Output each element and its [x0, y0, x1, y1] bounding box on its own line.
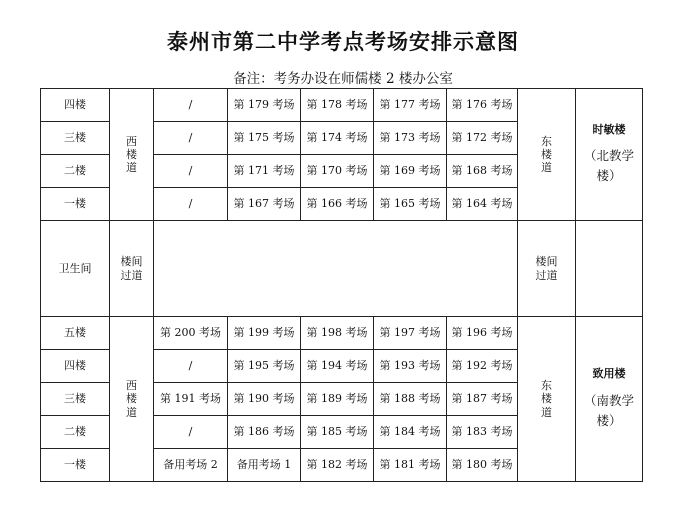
exam-room-cell: 第 188 考场 [374, 383, 447, 416]
exam-room-cell: 第 166 考场 [301, 188, 374, 221]
south-west-corridor: 西 楼 道 [110, 317, 154, 482]
floor-label: 二楼 [41, 416, 110, 449]
exam-room-cell: 第 175 考场 [228, 122, 301, 155]
north-floor-row [41, 89, 643, 122]
floor-label: 三楼 [41, 383, 110, 416]
exam-room-cell: 第 176 考场 [447, 89, 518, 122]
exam-room-cell: 第 184 考场 [374, 416, 447, 449]
exam-room-cell: 第 182 考场 [301, 449, 374, 482]
floor-label: 二楼 [41, 155, 110, 188]
exam-room-cell: 第 187 考场 [447, 383, 518, 416]
floor-label: 一楼 [41, 188, 110, 221]
exam-room-cell: 第 167 考场 [228, 188, 301, 221]
south-building-name [576, 317, 643, 482]
exam-room-cell: 第 194 考场 [301, 350, 374, 383]
exam-room-cell: 第 191 考场 [154, 383, 228, 416]
exam-room-cell: 第 174 考场 [301, 122, 374, 155]
exam-room-cell: / [154, 122, 228, 155]
page-title: 泰州市第二中学考点考场安排示意图 [167, 30, 519, 54]
exam-room-cell: 第 197 考场 [374, 317, 447, 350]
exam-room-cell: 第 195 考场 [228, 350, 301, 383]
exam-room-cell: 第 193 考场 [374, 350, 447, 383]
blank-right-cell [576, 221, 643, 317]
left-passage-cell: 楼间 过道 [110, 221, 154, 317]
restroom-cell: 卫生间 [41, 221, 110, 317]
right-passage-cell: 楼间 过道 [518, 221, 576, 317]
floor-label: 四楼 [41, 350, 110, 383]
north-building-subtitle: （北教学 楼） [583, 148, 634, 184]
exam-room-cell: 第 170 考场 [301, 155, 374, 188]
floor-label: 四楼 [41, 89, 110, 122]
floor-label: 三楼 [41, 122, 110, 155]
exam-room-cell: 第 186 考场 [228, 416, 301, 449]
exam-room-cell: 第 180 考场 [447, 449, 518, 482]
exam-room-cell: 第 189 考场 [301, 383, 374, 416]
exam-room-cell: 第 168 考场 [447, 155, 518, 188]
exam-room-cell: / [154, 188, 228, 221]
exam-room-cell: 第 164 考场 [447, 188, 518, 221]
exam-room-cell: / [154, 350, 228, 383]
exam-room-cell: 备用考场 2 [154, 449, 228, 482]
exam-room-cell: 第 196 考场 [447, 317, 518, 350]
north-east-corridor: 东 楼 道 [518, 89, 576, 221]
exam-room-cell: 第 178 考场 [301, 89, 374, 122]
exam-room-cell: / [154, 89, 228, 122]
exam-room-cell: 备用考场 1 [228, 449, 301, 482]
middle-passage-section [41, 221, 643, 317]
exam-room-cell: 第 177 考场 [374, 89, 447, 122]
north-building-name [576, 89, 643, 221]
exam-room-cell: 第 169 考场 [374, 155, 447, 188]
south-building-title: 致用楼 [592, 367, 626, 381]
south-east-corridor: 东 楼 道 [518, 317, 576, 482]
exam-room-cell: 第 165 考场 [374, 188, 447, 221]
exam-room-cell: 第 192 考场 [447, 350, 518, 383]
floor-label: 五楼 [41, 317, 110, 350]
floor-label: 一楼 [41, 449, 110, 482]
exam-room-cell: / [154, 416, 228, 449]
south-building-subtitle: （南教学 楼） [583, 392, 634, 428]
office-note: 备注：考务办设在师儒楼 2 楼办公室 [233, 71, 453, 87]
exam-room-cell: 第 190 考场 [228, 383, 301, 416]
exam-room-cell: 第 179 考场 [228, 89, 301, 122]
south-floor-row [41, 317, 643, 350]
exam-room-cell: 第 172 考场 [447, 122, 518, 155]
north-west-corridor: 西 楼 道 [110, 89, 154, 221]
exam-room-cell: 第 198 考场 [301, 317, 374, 350]
exam-room-cell: 第 183 考场 [447, 416, 518, 449]
exam-room-layout-table [40, 88, 643, 482]
north-building-section [41, 89, 643, 221]
exam-room-cell: 第 185 考场 [301, 416, 374, 449]
exam-room-cell: 第 173 考场 [374, 122, 447, 155]
open-area-cell [154, 221, 518, 317]
exam-room-cell: 第 181 考场 [374, 449, 447, 482]
north-building-title: 时敏楼 [592, 122, 626, 136]
exam-room-cell: 第 200 考场 [154, 317, 228, 350]
exam-room-cell: / [154, 155, 228, 188]
exam-room-cell: 第 199 考场 [228, 317, 301, 350]
south-building-section [41, 317, 643, 482]
exam-room-cell: 第 171 考场 [228, 155, 301, 188]
